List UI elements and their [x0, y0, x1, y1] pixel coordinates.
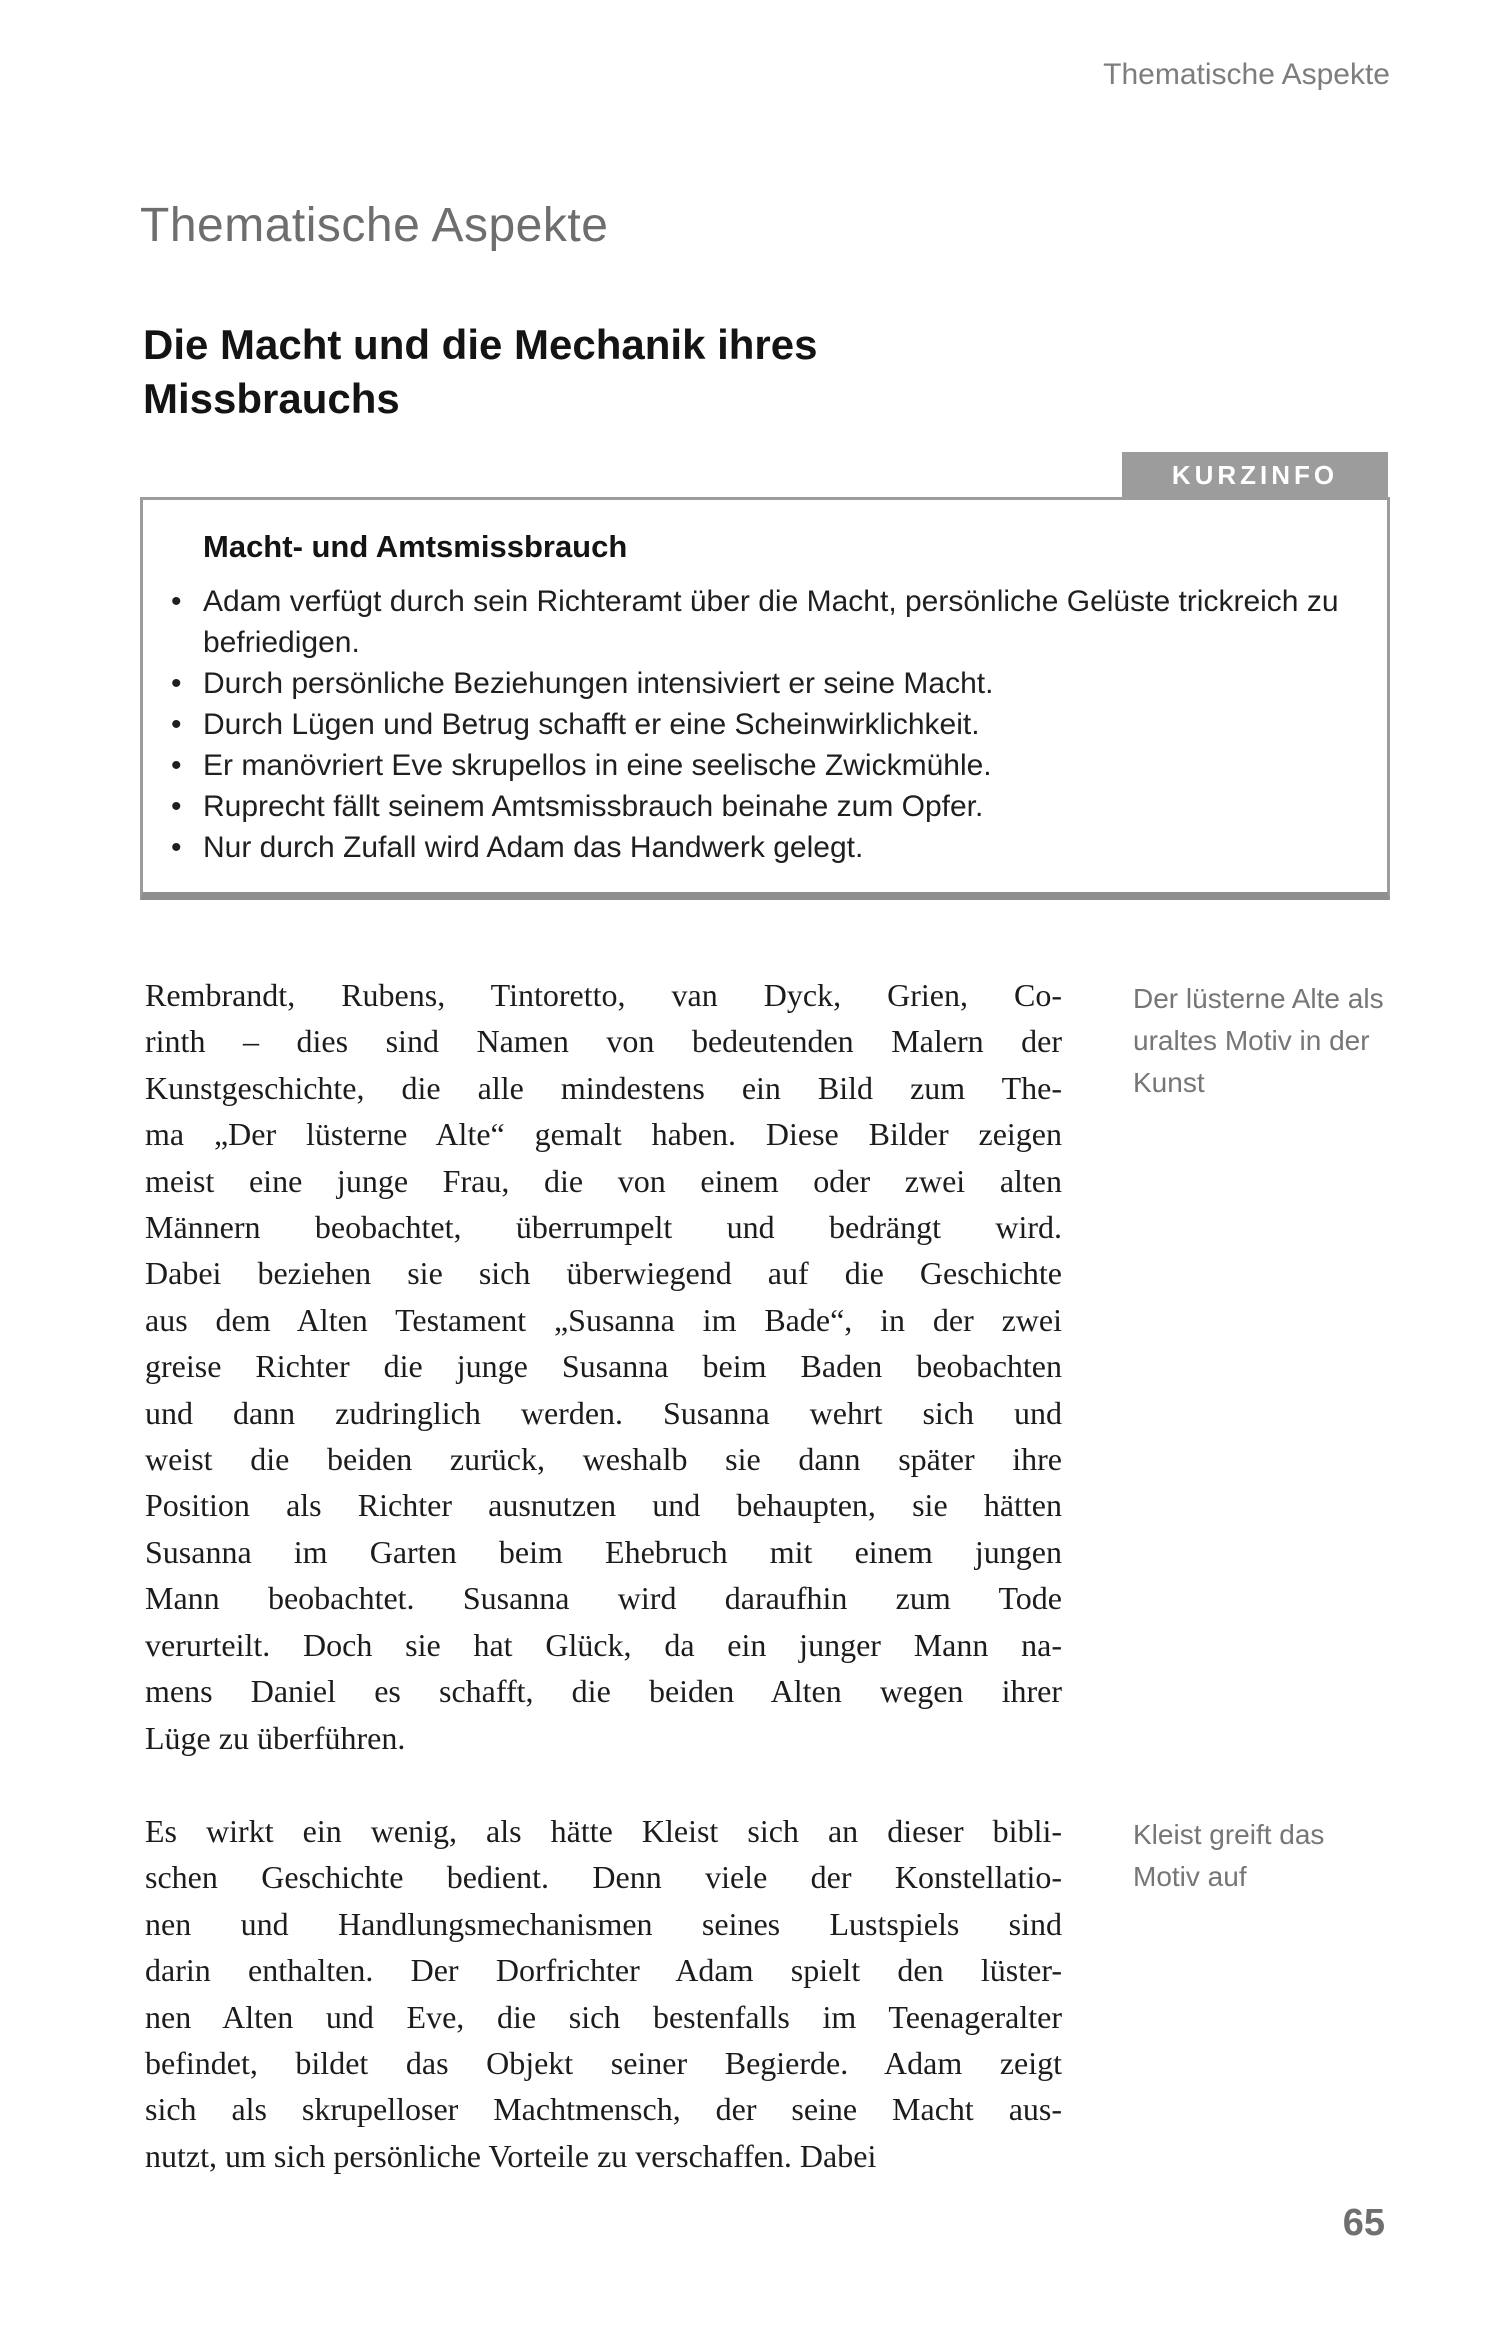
- body-text-line: Männern beobachtet, überrumpelt und bedrängt wird.: [145, 1209, 1062, 1246]
- kurzinfo-box-title: Macht- und Amtsmissbrauch: [203, 529, 628, 564]
- kurzinfo-bullet-item: • Ruprecht fällt seinem Amtsmissbrauch beinahe zum Opfer.: [203, 786, 1347, 827]
- body-text-line: meist eine junge Frau, die von einem oder zwei alten: [145, 1162, 1062, 1199]
- running-header: Thematische Aspekte: [1103, 58, 1390, 91]
- kurzinfo-box: [140, 497, 1390, 900]
- body-text-line: nen Alten und Eve, die sich bestenfalls im Teenageralter: [145, 1998, 1062, 2035]
- body-text-line: greise Richter die junge Susanna beim Baden beobachten: [145, 1348, 1062, 1385]
- body-text-line: und dann zudringlich werden. Susanna wehrt sich und: [145, 1394, 1062, 1431]
- body-text-line: befindet, bildet das Objekt seiner Begierde. Adam zeigt: [145, 2045, 1062, 2082]
- body-text-line: ma „Der lüsterne Alte“ gemalt haben. Diese Bilder zeigen: [145, 1116, 1062, 1153]
- body-paragraph-2: [145, 1808, 1062, 2179]
- kurzinfo-tab-label: KURZINFO: [1122, 452, 1388, 498]
- body-text-line: Es wirkt ein wenig, als hätte Kleist sich an dieser bibli-: [145, 1813, 1062, 1849]
- body-text-line: Mann beobachtet. Susanna wird daraufhin zum Tode: [145, 1580, 1062, 1617]
- body-text-line: Rembrandt, Rubens, Tintoretto, van Dyck, Grien, Co-: [145, 977, 1062, 1013]
- body-text-line: darin enthalten. Der Dorfrichter Adam spielt den lüster-: [145, 1952, 1062, 1989]
- body-text-line: Position als Richter ausnutzen und behaupten, sie hätten: [145, 1487, 1062, 1524]
- body-text-line: nutzt, um sich persönliche Vorteile zu verschaffen. Dabei: [145, 2137, 877, 2174]
- section-title: Die Macht und die Mechanik ihres Missbrauchs: [143, 321, 818, 422]
- body-text-line: sich als skrupelloser Machtmensch, der seine Macht aus-: [145, 2091, 1062, 2128]
- kurzinfo-bullet-item: • Durch persönliche Beziehungen intensiviert er seine Macht.: [203, 663, 1347, 704]
- body-paragraph-1: [145, 972, 1062, 1761]
- body-text-line: aus dem Alten Testament „Susanna im Bade“, in der zwei: [145, 1301, 1062, 1338]
- body-text-line: mens Daniel es schafft, die beiden Alten wegen ihrer: [145, 1673, 1062, 1710]
- body-text-line: Dabei beziehen sie sich überwiegend auf die Geschichte: [145, 1255, 1062, 1292]
- body-text-line: schen Geschichte bedient. Denn viele der Konstellatio-: [145, 1859, 1062, 1896]
- body-text-line: rinth – dies sind Namen von bedeutenden Malern der: [145, 1023, 1062, 1060]
- body-text-line: Susanna im Garten beim Ehebruch mit einem jungen: [145, 1533, 1062, 1570]
- body-text-line: Kunstgeschichte, die alle mindestens ein Bild zum The-: [145, 1069, 1062, 1106]
- chapter-title: Thematische Aspekte: [140, 199, 609, 252]
- body-text-line: verurteilt. Doch sie hat Glück, da ein junger Mann na-: [145, 1626, 1062, 1663]
- page-number: 65: [1342, 2202, 1385, 2244]
- body-text-line: weist die beiden zurück, weshalb sie dann später ihre: [145, 1441, 1062, 1478]
- kurzinfo-bullet-item: • Adam verfügt durch sein Richteramt über die Macht, persönliche Gelüste trickreich zu befriedigen.: [203, 581, 1347, 663]
- body-text-line: Lüge zu überführen.: [145, 1719, 406, 1756]
- kurzinfo-bullet-item: • Er manövriert Eve skrupellos in eine seelische Zwickmühle.: [203, 745, 1347, 786]
- margin-note-2: Kleist greift das Motiv auf: [1133, 1819, 1325, 1892]
- kurzinfo-bullet-item: • Nur durch Zufall wird Adam das Handwerk gelegt.: [203, 827, 1347, 868]
- margin-note-1: Der lüsterne Alte als uraltes Motiv in der Kunst: [1133, 983, 1384, 1098]
- kurzinfo-bullet-item: • Durch Lügen und Betrug schafft er eine Scheinwirklichkeit.: [203, 704, 1347, 745]
- kurzinfo-bullet-list: [203, 581, 1347, 868]
- body-text-line: nen und Handlungsmechanismen seines Lustspiels sind: [145, 1905, 1062, 1942]
